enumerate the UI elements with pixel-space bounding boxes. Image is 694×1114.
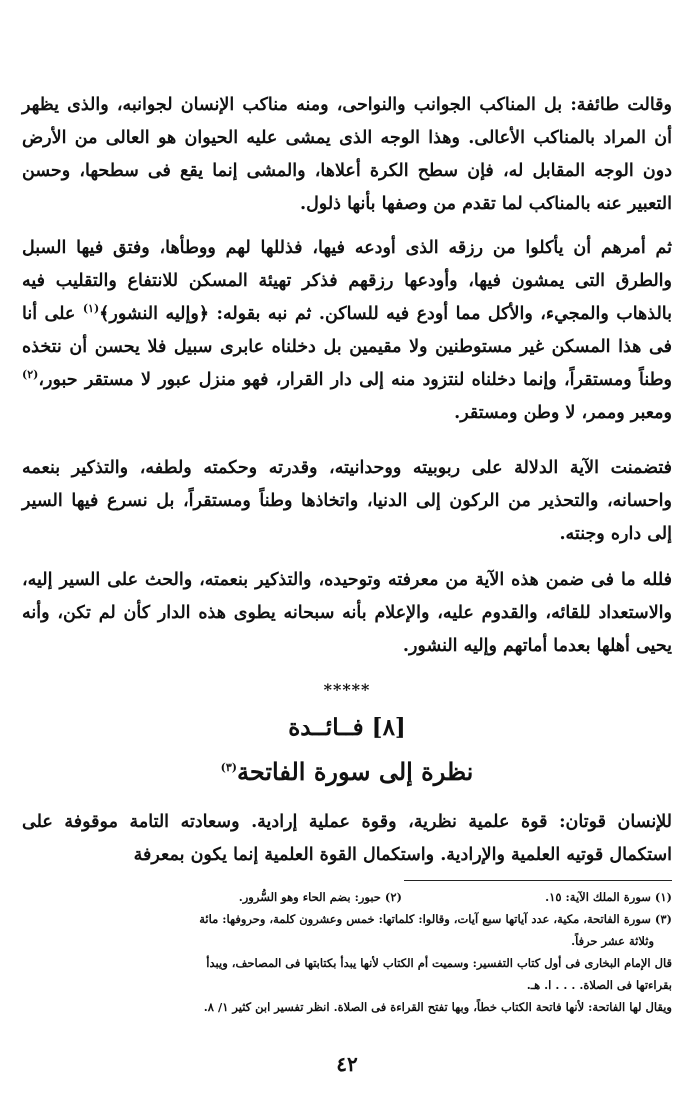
- footnote-4-line-2: بقراءتها فى الصلاة. . . . ا. هـ.: [526, 978, 672, 992]
- paragraph-2-text-end: ومعبر وممر، لا وطن ومستقر.: [454, 403, 672, 423]
- footnotes: [28, 886, 672, 1018]
- paragraph-2: [22, 232, 672, 430]
- footnote-ref-2: (٢): [22, 368, 39, 382]
- footnote-divider: [404, 880, 672, 881]
- paragraph-2-text-middle: على أنا فى هذا المسكن غير مستوطنين ولا مقيمين بل دخلناه عابرى سبيل فلا يحسن أن نتخذه وطناً ومستقراً، وإنما دخلناه لنتزود منه إلى دار القرار، فهو منزل عبور لا مستقر حبور،: [22, 304, 672, 390]
- section-heading: [٨] فــائــدة: [288, 714, 406, 741]
- footnote-3-line-2: وثلاثة عشر حرفاً.: [571, 934, 654, 948]
- footnote-2: (٢) حبور: بضم الحاء وهو السُّرور.: [238, 890, 402, 904]
- footnote-5: ويقال لها الفاتحة: لأنها فاتحة الكتاب خطاً، وبها تفتح القراءة فى الصلاة. انظر تفسير ابن كثير ١/ ٨.: [203, 1000, 672, 1014]
- section-separator: *****: [323, 680, 371, 699]
- page-number: ٤٢: [336, 1052, 358, 1076]
- footnote-ref-3: (٣): [220, 761, 237, 774]
- paragraph-2-text-start: ثم أمرهم أن يأكلوا من رزقه الذى أودعه فيها، فذللها لهم ووطأها، وفتق فيها السبل والطرق التى يمشون فيها، وأودعها رزقهم فذكر تهيئة المسكن للانتفاع والتقليب فيه بالذهاب والمجيء، والأكل مما أودع فيه للساكن. ثم نبه بقوله:: [22, 238, 672, 324]
- footnote-row-1: [28, 886, 672, 908]
- footnote-ref-1: (١): [82, 302, 100, 316]
- paragraph-5: للإنسان قوتان: قوة علمية نظرية، وقوة عملية إرادية. وسعادته التامة موقوفة على استكمال قوتيه العلمية والإرادية. واستكمال القوة العلمية إنما يكون بمعرفة: [22, 812, 672, 865]
- footnote-1: (١) سورة الملك الآية: ١٥.: [545, 890, 672, 904]
- footnote-4-line-1: قال الإمام البخارى فى أول كتاب التفسير: وسميت أم الكتاب لأنها يبدأ بكتابتها فى المصاحف، ويبدأ: [206, 956, 672, 970]
- quran-quote: ﴿وإليه النشور﴾: [99, 304, 210, 324]
- paragraph-1: وقالت طائفة: بل المناكب الجوانب والنواحى، ومنه مناكب الإنسان لجوانبه، والذى يظهر أن المراد بالمناكب الأعالى. وهذا الوجه الذى يمشى عليه الحيوان هو العالى من الأرض دون الوجه المقابل له، فإن سطح الكرة أعلاها، والمشى إنما يقع فى سطحها، وحسن التعبير عنه بالمناكب لما تقدم من وصفها بأنها ذلول.: [22, 95, 672, 214]
- footnote-3-line-1: (٣) سورة الفاتحة، مكية، عدد آياتها سبع آيات، وقالوا: كلماتها: خمس وعشرون كلمة، وحروفها: مائة: [199, 912, 672, 926]
- paragraph-4: فلله ما فى ضمن هذه الآية من معرفته وتوحيده، والتذكير بنعمته، والحث على السير إليه، والاستعداد للقائه، والقدوم عليه، والإعلام بأنه سبحانه يطوى هذه الدار كأن لم تكن، وأنه يحيى أهلها بعدما أماتهم وإليه النشور.: [22, 570, 672, 656]
- section-subtitle: [0, 757, 694, 786]
- section-subtitle-text: نظرة إلى سورة الفاتحة: [236, 757, 474, 786]
- paragraph-3: فتضمنت الآية الدلالة على ربوبيته ووحدانيته، وقدرته وحكمته ولطفه، والتذكير بنعمه واحسانه، والتحذير من الركون إلى الدنيا، واتخاذها وطناً ومستقراً، بل نسرع فيها السير إلى داره وجنته.: [22, 458, 672, 544]
